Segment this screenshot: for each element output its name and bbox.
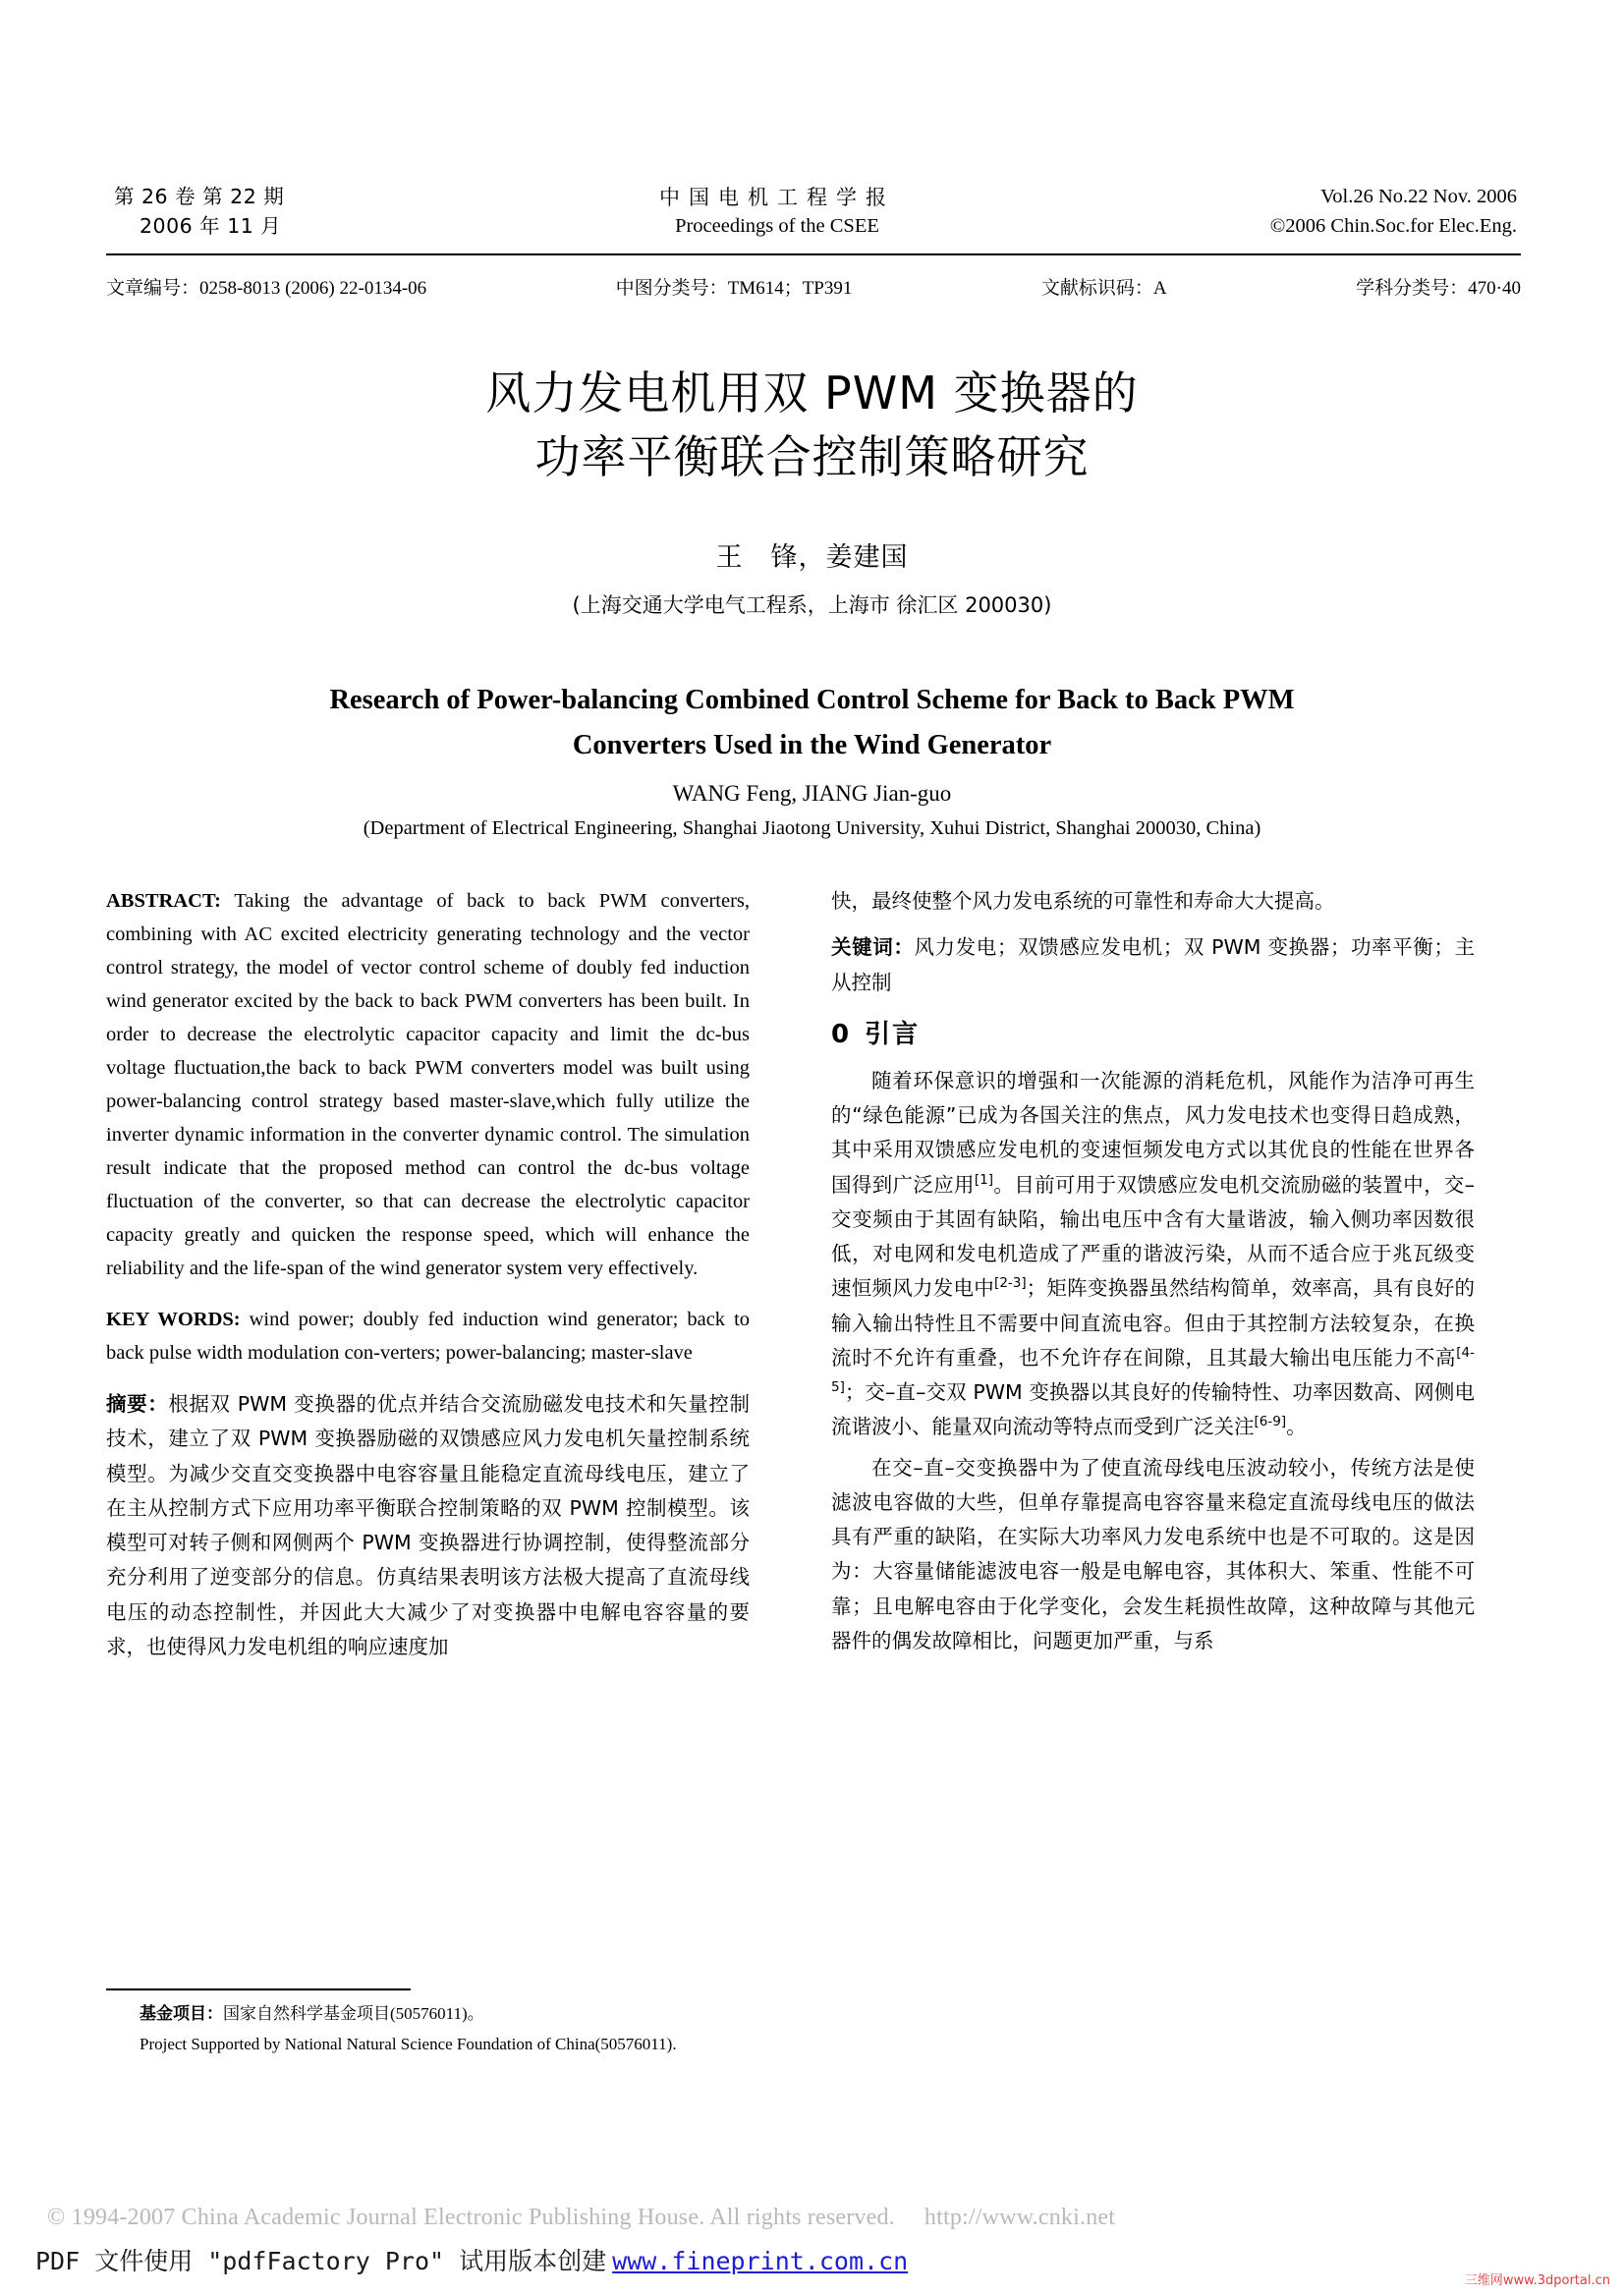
title-en-line1: Research of Power-balancing Combined Control Scheme for Back to Back PWM bbox=[329, 685, 1295, 715]
authors-en: WANG Feng, JIANG Jian-guo bbox=[672, 781, 952, 806]
keywords-en-label: KEY WORDS: bbox=[106, 1309, 241, 1331]
clc-number bbox=[616, 273, 853, 300]
footnote-divider bbox=[106, 1988, 411, 1990]
abstract-cn-continued: 快，最终使整个风力发电系统的可靠性和寿命大大提高。 bbox=[831, 889, 1335, 913]
clc-label: 中图分类号： bbox=[615, 277, 728, 299]
pdffactory-watermark bbox=[35, 2242, 908, 2277]
abstract-en-label: ABSTRACT: bbox=[106, 890, 221, 912]
subject-code-label: 学科分类号： bbox=[1356, 277, 1469, 299]
title-cn-line1: 风力发电机用双 PWM 变换器的 bbox=[485, 366, 1139, 420]
corner-watermark: 三维网www.3dportal.cn bbox=[1464, 2273, 1610, 2288]
issue-date-cn: 2006 年 11 月 bbox=[140, 213, 282, 238]
footnote-cn-text: 国家自然科学基金项目(50576011)。 bbox=[223, 2004, 484, 2023]
journal-title-en: Proceedings of the CSEE bbox=[675, 215, 879, 238]
volume-issue-en: Vol.26 No.22 Nov. 2006 bbox=[1320, 186, 1517, 207]
authors-cn: 王 锋，姜建国 bbox=[715, 542, 909, 573]
intro-paragraph-1 bbox=[831, 1064, 1475, 1445]
page-title-cn bbox=[0, 362, 1624, 490]
section-number: 0 bbox=[831, 1019, 852, 1049]
citation-ref-3: [4-5] bbox=[831, 1345, 1475, 1396]
footnote-cn-label: 基金项目： bbox=[140, 2004, 223, 2024]
subject-code-value: 470·40 bbox=[1468, 278, 1521, 299]
pdffactory-text: PDF 文件使用 "pdfFactory Pro" 试用版本创建 bbox=[35, 2247, 607, 2275]
keywords-en bbox=[106, 1303, 750, 1370]
column-right bbox=[831, 884, 1475, 1664]
footnote-cn bbox=[106, 2000, 750, 2029]
title-en-line2: Converters Used in the Wind Generator bbox=[572, 730, 1052, 761]
masthead-right bbox=[1270, 183, 1521, 241]
abstract-cn-label: 摘要： bbox=[106, 1392, 169, 1417]
document-code-label: 文献标识码： bbox=[1040, 277, 1153, 299]
intro-p1-c: ；矩阵变换器虽然结构简单，效率高，具有良好的输入输出特性且不需要中间直流电容。但由于其控制方法较复杂，在换流时不允许有重叠，也不允许存在间隙，且其最大输出电压能力不高 bbox=[831, 1276, 1476, 1370]
article-id-label: 文章编号： bbox=[106, 277, 200, 299]
intro-p1-a: 随着环保意识的增强和一次能源的消耗危机，风能作为洁净可再生的“绿色能源”已成为各国关注的焦点，风力发电技术也变得日趋成熟，其中采用双馈感应发电机的变速恒频发电方式以其优良的性能在世界各国得到广泛应用 bbox=[831, 1068, 1475, 1197]
citation-ref-4: [6-9] bbox=[1254, 1414, 1287, 1430]
clc-value: TM614；TP391 bbox=[727, 278, 853, 299]
cnki-copyright-text: © 1994-2007 China Academic Journal Electronic Publishing House. All rights reserved. bbox=[47, 2205, 895, 2230]
document-code-value: A bbox=[1152, 278, 1167, 299]
footnote-block bbox=[106, 2000, 750, 2059]
abstract-cn bbox=[106, 1387, 750, 1664]
section-heading-introduction bbox=[831, 1014, 1475, 1056]
cnki-url: http://www.cnki.net bbox=[924, 2205, 1116, 2230]
pdffactory-url[interactable]: www.fineprint.com.cn bbox=[612, 2247, 909, 2275]
keywords-cn bbox=[831, 930, 1475, 1000]
classification-line bbox=[106, 273, 1521, 300]
journal-masthead bbox=[106, 183, 1521, 242]
page-title-en bbox=[147, 678, 1477, 768]
keywords-en-text: wind power; doubly fed induction wind generator; back to back pulse width modulation con-verters; power-balancing; master-slave bbox=[106, 1309, 751, 1365]
volume-issue: 第 26 卷 第 22 期 bbox=[114, 185, 285, 208]
article-id bbox=[106, 273, 426, 300]
title-cn-line2: 功率平衡联合控制策略研究 bbox=[534, 430, 1090, 484]
journal-title-cn: 中国电机工程学报 bbox=[658, 186, 895, 209]
affiliation-en: (Department of Electrical Engineering, Shanghai Jiaotong University, Xuhui District, Shanghai 200030, China) bbox=[363, 817, 1261, 839]
citation-ref-2: [2-3] bbox=[994, 1275, 1027, 1292]
abstract-cn-text: 根据双 PWM 变换器的优点并结合交流励磁发电技术和矢量控制技术，建立了双 PWM 变换器励磁的双馈感应风力发电机矢量控制系统模型。为减少交直交变换器中电容容量且能稳定直流母线电压，建立了在主从控制方式下应用功率平衡联合控制策略的双 PWM 控制模型。该模型可对转子侧和网侧两个 PWM 变换器进行协调控制，使得整流部分充分利用了逆变部分的信息。仿真结果表明该方法极大提高了直流母线电压的动态控制性，并因此大大减少了对变换器中电解电容容量的要求，也使得风力发电机组的响应速度加 bbox=[106, 1392, 750, 1658]
citation-ref-1: [1] bbox=[974, 1171, 994, 1188]
journal-copyright: ©2006 Chin.Soc.for Elec.Eng. bbox=[1269, 214, 1517, 237]
masthead-divider bbox=[106, 253, 1521, 255]
subject-code bbox=[1356, 273, 1521, 300]
masthead-left bbox=[106, 183, 284, 241]
intro-p1-d: ；交–直–交双 PWM 变换器以其良好的传输特性、功率因数高、网侧电流谐波小、能量双向流动等特点而受到广泛关注 bbox=[831, 1380, 1475, 1439]
masthead-center bbox=[659, 183, 895, 242]
abstract-en-text: Taking the advantage of back to back PWM converters, combining with AC excited electricity generating technology and the vector control strategy, the model of vector control scheme of doubly fed induction wind generator excited by the back to back PWM converters has been built. In order to decrease the electrolytic capacitor capacity and limit the dc-bus voltage fluctuation,the back to back PWM converters model was built using power-balancing control strategy based master-slave,which fully utilize the inverter dynamic information in the converter dynamic control. The simulation result indicate that the proposed method can control the dc-bus voltage fluctuation of the converter, so that can decrease the electrolytic capacitor capacity greatly and quicken the response speed, which will enhance the reliability and the life-span of the wind generator system very effectively. bbox=[106, 890, 750, 1280]
keywords-cn-text: 风力发电；双馈感应发电机；双 PWM 变换器；功率平衡；主从控制 bbox=[831, 935, 1475, 994]
intro-p1-b: 。目前可用于双馈感应发电机交流励磁的装置中，交–交变频由于其固有缺陷，输出电压中含有大量谐波，输入侧功率因数很低，对电网和发电机造成了严重的谐波污染，从而不适合应于兆瓦级变速恒频风力发电中 bbox=[831, 1172, 1476, 1301]
column-left bbox=[106, 884, 750, 1670]
keywords-cn-label: 关键词： bbox=[831, 935, 915, 960]
affiliation-cn: (上海交通大学电气工程系，上海市 徐汇区 200030) bbox=[572, 593, 1052, 617]
intro-paragraph-2: 在交–直–交变换器中为了使直流母线电压波动较小，传统方法是使滤波电容做的大些，但单存靠提高电容容量来稳定直流母线电压的做法具有严重的缺陷，在实际大功率风力发电系统中也是不可取的。这是因为：大容量储能滤波电容一般是电解电容，其体积大、笨重、性能不可靠；且电解电容由于化学变化，会发生耗损性故障，这种故障与其他元器件的偶发故障相比，问题更加严重，与系 bbox=[831, 1455, 1475, 1652]
document-code bbox=[1041, 273, 1167, 300]
section-title: 引言 bbox=[865, 1019, 921, 1049]
article-id-value: 0258-8013 (2006) 22-0134-06 bbox=[199, 278, 427, 299]
intro-p1-e: 。 bbox=[1286, 1415, 1307, 1439]
abstract-en bbox=[106, 884, 750, 1285]
cnki-watermark bbox=[47, 2205, 1580, 2231]
footnote-en: Project Supported by National Natural Science Foundation of China(50576011). bbox=[140, 2034, 677, 2053]
